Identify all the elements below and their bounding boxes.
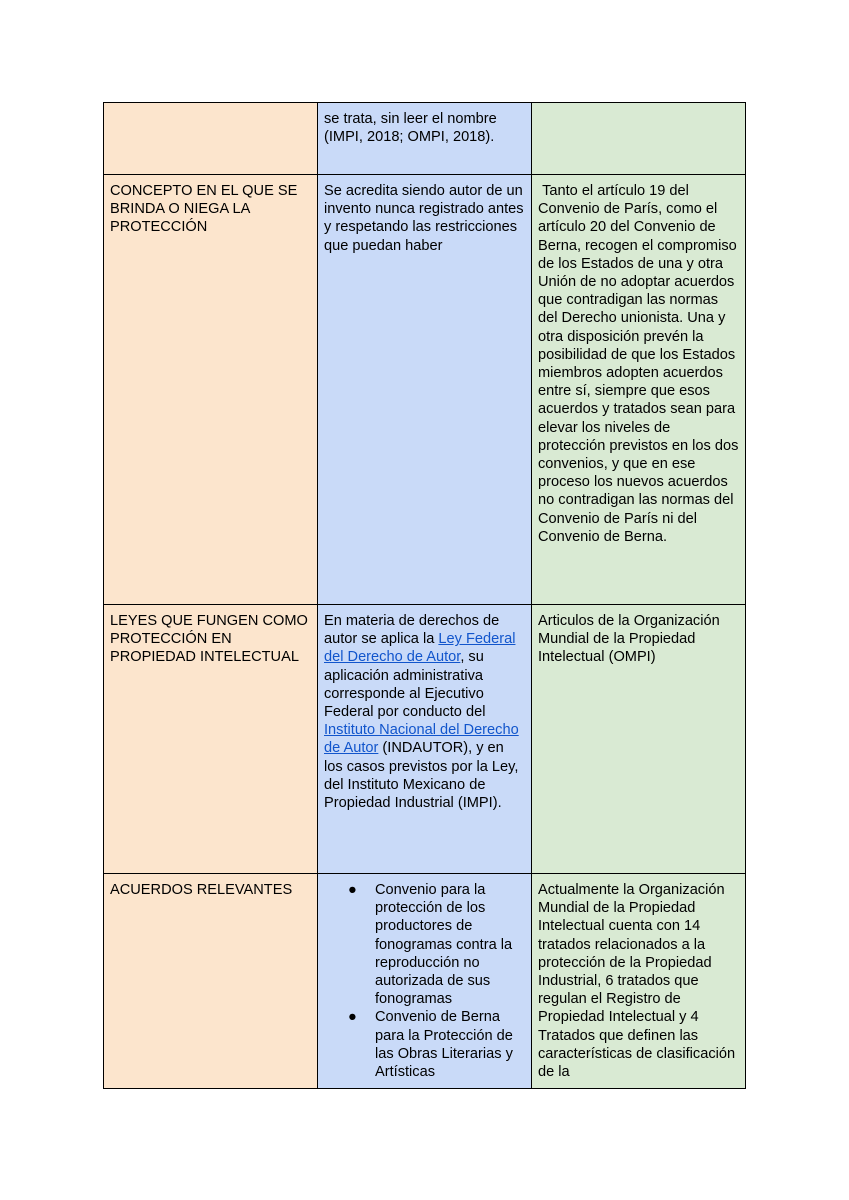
table-cell: Tanto el artículo 19 del Convenio de París, como el artículo 20 del Convenio de Berna, recogen el compromiso de los Estados de una y otra Unión de no adoptar acuerdos que contradigan las normas del Derecho unionista. Una y otra disposición prevén la posibilidad de que los Estados miembros adopten acuerdos entre sí, siempre que esos acuerdos y tratados sean para elevar los niveles de protección previstos en los dos convenios, y que en ese proceso los nuevos acuerdos no contradigan las normas del Convenio de París ni del Convenio de Berna.: [532, 175, 746, 605]
list-item: [324, 881, 525, 1008]
table-row: [104, 605, 746, 874]
table-cell: [318, 605, 532, 874]
bullet-icon: ●: [348, 882, 357, 898]
row-label-cell: CONCEPTO EN EL QUE SE BRINDA O NIEGA LA PROTECCIÓN: [104, 175, 318, 605]
table-row: [104, 175, 746, 605]
table-row: [104, 103, 746, 175]
instituto-nacional-derecho-autor-link[interactable]: Instituto Nacional del Derecho de Autor: [324, 722, 519, 757]
bullet-icon: ●: [348, 1009, 357, 1026]
agreements-list: [324, 881, 525, 1081]
row-label-cell: [104, 103, 318, 175]
comparison-table: [103, 102, 746, 1089]
table-cell: Actualmente la Organización Mundial de la Propiedad Intelectual cuenta con 14 tratados relacionados a la protección de la Propiedad Industrial, 6 tratados que regulan el Registro de Propiedad Intelectual y 4 Tratados que definen las características de clasificación de la: [532, 874, 746, 1089]
list-item-text: Convenio para la protección de los productores de fonogramas contra la reproducción no autorizada de sus fonogramas: [375, 882, 513, 1008]
ley-federal-derecho-autor-link[interactable]: Ley Federal del Derecho de Autor: [324, 631, 516, 666]
table-cell: Se acredita siendo autor de un invento nunca registrado antes y respetando las restricciones que puedan haber: [318, 175, 532, 605]
cell-text: (INDAUTOR), y en los casos previstos por la Ley, del Instituto Mexicano de Propiedad Industrial (IMPI).: [324, 740, 519, 812]
table-cell: se trata, sin leer el nombre (IMPI, 2018; OMPI, 2018).: [318, 103, 532, 175]
cell-text: , su aplicación administrativa corresponde al Ejecutivo Federal por conducto del: [324, 649, 486, 721]
table-cell: Articulos de la Organización Mundial de la Propiedad Intelectual (OMPI): [532, 605, 746, 874]
row-label-cell: LEYES QUE FUNGEN COMO PROTECCIÓN EN PROPIEDAD INTELECTUAL: [104, 605, 318, 874]
table-cell: [532, 103, 746, 175]
row-label-cell: ACUERDOS RELEVANTES: [104, 874, 318, 1089]
cell-text: En materia de derechos de autor se aplica la: [324, 613, 500, 648]
table-cell: [318, 874, 532, 1089]
list-item-text: Convenio de Berna para la Protección de las Obras Literarias y Artísticas: [375, 1009, 513, 1081]
table-row: [104, 874, 746, 1089]
list-item: [324, 1008, 525, 1081]
